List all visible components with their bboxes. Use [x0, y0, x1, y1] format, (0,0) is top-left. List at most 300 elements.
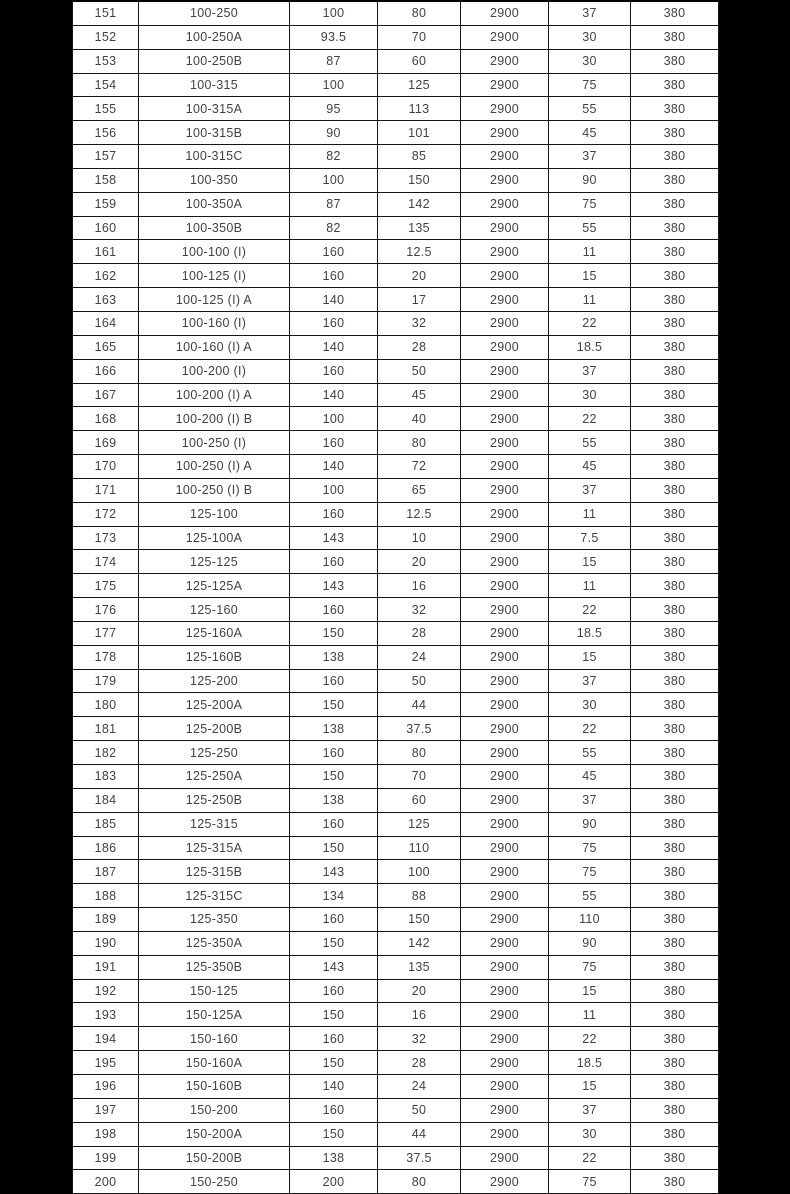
- row-number-cell: 168: [73, 407, 139, 431]
- value-cell: 50: [378, 669, 461, 693]
- table-row: [73, 1122, 719, 1146]
- table-row: [73, 741, 719, 765]
- table-row: [73, 955, 719, 979]
- value-cell: 380: [631, 574, 719, 598]
- value-cell: 380: [631, 431, 719, 455]
- value-cell: 380: [631, 1027, 719, 1051]
- value-cell: 16: [378, 1003, 461, 1027]
- model-cell: 125-350B: [139, 955, 290, 979]
- value-cell: 37: [549, 669, 631, 693]
- table-row: [73, 598, 719, 622]
- value-cell: 138: [290, 717, 378, 741]
- row-number-cell: 192: [73, 979, 139, 1003]
- table-row: [73, 526, 719, 550]
- value-cell: 380: [631, 216, 719, 240]
- value-cell: 72: [378, 455, 461, 479]
- value-cell: 380: [631, 407, 719, 431]
- value-cell: 140: [290, 335, 378, 359]
- value-cell: 24: [378, 1074, 461, 1098]
- model-cell: 150-160: [139, 1027, 290, 1051]
- model-cell: 100-250 (I): [139, 431, 290, 455]
- model-cell: 100-315B: [139, 121, 290, 145]
- value-cell: 380: [631, 478, 719, 502]
- value-cell: 55: [549, 97, 631, 121]
- table-row: [73, 765, 719, 789]
- value-cell: 380: [631, 621, 719, 645]
- row-number-cell: 186: [73, 836, 139, 860]
- value-cell: 2900: [461, 860, 549, 884]
- value-cell: 380: [631, 526, 719, 550]
- table-row: [73, 25, 719, 49]
- value-cell: 2900: [461, 1051, 549, 1075]
- table-row: [73, 311, 719, 335]
- table-row: [73, 979, 719, 1003]
- table-row: [73, 216, 719, 240]
- value-cell: 143: [290, 860, 378, 884]
- value-cell: 380: [631, 1051, 719, 1075]
- row-number-cell: 159: [73, 192, 139, 216]
- table-row: [73, 121, 719, 145]
- value-cell: 2900: [461, 550, 549, 574]
- row-number-cell: 155: [73, 97, 139, 121]
- model-cell: 125-250A: [139, 765, 290, 789]
- value-cell: 90: [290, 121, 378, 145]
- value-cell: 2900: [461, 121, 549, 145]
- value-cell: 380: [631, 836, 719, 860]
- value-cell: 37: [549, 359, 631, 383]
- row-number-cell: 162: [73, 264, 139, 288]
- value-cell: 2900: [461, 836, 549, 860]
- model-cell: 125-250: [139, 741, 290, 765]
- row-number-cell: 187: [73, 860, 139, 884]
- model-cell: 100-160 (I): [139, 311, 290, 335]
- value-cell: 37: [549, 788, 631, 812]
- value-cell: 2900: [461, 407, 549, 431]
- model-cell: 100-350B: [139, 216, 290, 240]
- value-cell: 2900: [461, 49, 549, 73]
- model-cell: 125-200A: [139, 693, 290, 717]
- value-cell: 100: [290, 1, 378, 25]
- value-cell: 380: [631, 955, 719, 979]
- row-number-cell: 188: [73, 884, 139, 908]
- value-cell: 380: [631, 288, 719, 312]
- value-cell: 143: [290, 574, 378, 598]
- value-cell: 28: [378, 335, 461, 359]
- value-cell: 2900: [461, 1122, 549, 1146]
- value-cell: 380: [631, 1098, 719, 1122]
- row-number-cell: 198: [73, 1122, 139, 1146]
- value-cell: 11: [549, 502, 631, 526]
- model-cell: 150-125: [139, 979, 290, 1003]
- value-cell: 2900: [461, 765, 549, 789]
- value-cell: 50: [378, 1098, 461, 1122]
- value-cell: 100: [378, 860, 461, 884]
- value-cell: 380: [631, 1122, 719, 1146]
- model-cell: 125-350: [139, 908, 290, 932]
- value-cell: 160: [290, 1027, 378, 1051]
- value-cell: 380: [631, 884, 719, 908]
- value-cell: 160: [290, 908, 378, 932]
- model-cell: 100-160 (I) A: [139, 335, 290, 359]
- value-cell: 380: [631, 1074, 719, 1098]
- value-cell: 75: [549, 860, 631, 884]
- value-cell: 150: [290, 693, 378, 717]
- value-cell: 138: [290, 645, 378, 669]
- value-cell: 80: [378, 741, 461, 765]
- value-cell: 2900: [461, 25, 549, 49]
- value-cell: 80: [378, 1, 461, 25]
- value-cell: 45: [549, 455, 631, 479]
- value-cell: 140: [290, 1074, 378, 1098]
- value-cell: 2900: [461, 1027, 549, 1051]
- value-cell: 2900: [461, 979, 549, 1003]
- value-cell: 150: [378, 168, 461, 192]
- table-row: [73, 335, 719, 359]
- row-number-cell: 177: [73, 621, 139, 645]
- value-cell: 7.5: [549, 526, 631, 550]
- model-cell: 125-315A: [139, 836, 290, 860]
- row-number-cell: 178: [73, 645, 139, 669]
- table-row: [73, 168, 719, 192]
- value-cell: 135: [378, 216, 461, 240]
- row-number-cell: 190: [73, 931, 139, 955]
- value-cell: 2900: [461, 168, 549, 192]
- value-cell: 32: [378, 598, 461, 622]
- model-cell: 100-200 (I) B: [139, 407, 290, 431]
- value-cell: 2900: [461, 931, 549, 955]
- model-cell: 100-200 (I): [139, 359, 290, 383]
- value-cell: 2900: [461, 741, 549, 765]
- value-cell: 2900: [461, 717, 549, 741]
- table-row: [73, 383, 719, 407]
- table-row: [73, 1051, 719, 1075]
- value-cell: 12.5: [378, 240, 461, 264]
- value-cell: 113: [378, 97, 461, 121]
- row-number-cell: 167: [73, 383, 139, 407]
- value-cell: 37.5: [378, 717, 461, 741]
- value-cell: 100: [290, 73, 378, 97]
- value-cell: 160: [290, 669, 378, 693]
- row-number-cell: 185: [73, 812, 139, 836]
- row-number-cell: 163: [73, 288, 139, 312]
- value-cell: 380: [631, 908, 719, 932]
- model-cell: 125-250B: [139, 788, 290, 812]
- value-cell: 2900: [461, 216, 549, 240]
- value-cell: 18.5: [549, 335, 631, 359]
- model-cell: 100-125 (I): [139, 264, 290, 288]
- table-row: [73, 812, 719, 836]
- row-number-cell: 183: [73, 765, 139, 789]
- value-cell: 380: [631, 693, 719, 717]
- model-cell: 125-160: [139, 598, 290, 622]
- row-number-cell: 166: [73, 359, 139, 383]
- table-row: [73, 645, 719, 669]
- table-row: [73, 574, 719, 598]
- table-row: [73, 240, 719, 264]
- model-cell: 125-160B: [139, 645, 290, 669]
- value-cell: 380: [631, 860, 719, 884]
- value-cell: 2900: [461, 1, 549, 25]
- row-number-cell: 153: [73, 49, 139, 73]
- row-number-cell: 180: [73, 693, 139, 717]
- model-cell: 125-125: [139, 550, 290, 574]
- value-cell: 160: [290, 1098, 378, 1122]
- value-cell: 2900: [461, 478, 549, 502]
- value-cell: 22: [549, 1146, 631, 1170]
- value-cell: 380: [631, 145, 719, 169]
- table-row: [73, 73, 719, 97]
- value-cell: 380: [631, 1146, 719, 1170]
- model-cell: 125-125A: [139, 574, 290, 598]
- model-cell: 100-250B: [139, 49, 290, 73]
- model-cell: 150-200A: [139, 1122, 290, 1146]
- value-cell: 2900: [461, 311, 549, 335]
- value-cell: 2900: [461, 955, 549, 979]
- row-number-cell: 182: [73, 741, 139, 765]
- value-cell: 11: [549, 240, 631, 264]
- row-number-cell: 189: [73, 908, 139, 932]
- table-row: [73, 145, 719, 169]
- table-row: [73, 1027, 719, 1051]
- value-cell: 32: [378, 311, 461, 335]
- value-cell: 140: [290, 455, 378, 479]
- table-row: [73, 1170, 719, 1194]
- table-row: [73, 478, 719, 502]
- value-cell: 15: [549, 645, 631, 669]
- value-cell: 2900: [461, 574, 549, 598]
- table-row: [73, 908, 719, 932]
- value-cell: 2900: [461, 1098, 549, 1122]
- value-cell: 380: [631, 264, 719, 288]
- value-cell: 2900: [461, 1146, 549, 1170]
- row-number-cell: 157: [73, 145, 139, 169]
- model-cell: 100-200 (I) A: [139, 383, 290, 407]
- value-cell: 160: [290, 264, 378, 288]
- row-number-cell: 164: [73, 311, 139, 335]
- value-cell: 75: [549, 1170, 631, 1194]
- table-row: [73, 1074, 719, 1098]
- value-cell: 50: [378, 359, 461, 383]
- row-number-cell: 195: [73, 1051, 139, 1075]
- value-cell: 380: [631, 73, 719, 97]
- row-number-cell: 175: [73, 574, 139, 598]
- value-cell: 380: [631, 598, 719, 622]
- model-cell: 150-160A: [139, 1051, 290, 1075]
- value-cell: 22: [549, 311, 631, 335]
- row-number-cell: 199: [73, 1146, 139, 1170]
- value-cell: 143: [290, 955, 378, 979]
- value-cell: 28: [378, 1051, 461, 1075]
- value-cell: 150: [290, 1122, 378, 1146]
- value-cell: 16: [378, 574, 461, 598]
- model-cell: 100-250: [139, 1, 290, 25]
- value-cell: 20: [378, 264, 461, 288]
- row-number-cell: 170: [73, 455, 139, 479]
- value-cell: 2900: [461, 192, 549, 216]
- value-cell: 30: [549, 25, 631, 49]
- value-cell: 22: [549, 598, 631, 622]
- value-cell: 15: [549, 550, 631, 574]
- value-cell: 45: [549, 765, 631, 789]
- model-cell: 125-315B: [139, 860, 290, 884]
- value-cell: 160: [290, 311, 378, 335]
- table-row: [73, 1146, 719, 1170]
- value-cell: 93.5: [290, 25, 378, 49]
- value-cell: 20: [378, 979, 461, 1003]
- value-cell: 17: [378, 288, 461, 312]
- value-cell: 380: [631, 1003, 719, 1027]
- value-cell: 380: [631, 765, 719, 789]
- row-number-cell: 151: [73, 1, 139, 25]
- value-cell: 80: [378, 431, 461, 455]
- model-cell: 125-200: [139, 669, 290, 693]
- value-cell: 65: [378, 478, 461, 502]
- row-number-cell: 200: [73, 1170, 139, 1194]
- row-number-cell: 172: [73, 502, 139, 526]
- value-cell: 37: [549, 145, 631, 169]
- model-cell: 125-350A: [139, 931, 290, 955]
- value-cell: 150: [290, 621, 378, 645]
- value-cell: 380: [631, 383, 719, 407]
- value-cell: 15: [549, 264, 631, 288]
- value-cell: 2900: [461, 884, 549, 908]
- value-cell: 15: [549, 1074, 631, 1098]
- value-cell: 37: [549, 478, 631, 502]
- value-cell: 2900: [461, 1003, 549, 1027]
- row-number-cell: 154: [73, 73, 139, 97]
- value-cell: 380: [631, 335, 719, 359]
- value-cell: 15: [549, 979, 631, 1003]
- value-cell: 82: [290, 145, 378, 169]
- value-cell: 138: [290, 788, 378, 812]
- value-cell: 30: [549, 693, 631, 717]
- table-row: [73, 431, 719, 455]
- table-row: [73, 455, 719, 479]
- table-row: [73, 49, 719, 73]
- value-cell: 142: [378, 192, 461, 216]
- model-cell: 125-100: [139, 502, 290, 526]
- value-cell: 44: [378, 693, 461, 717]
- value-cell: 380: [631, 931, 719, 955]
- table-row: [73, 836, 719, 860]
- value-cell: 143: [290, 526, 378, 550]
- value-cell: 380: [631, 550, 719, 574]
- value-cell: 11: [549, 574, 631, 598]
- value-cell: 150: [290, 1003, 378, 1027]
- value-cell: 70: [378, 25, 461, 49]
- value-cell: 160: [290, 240, 378, 264]
- row-number-cell: 160: [73, 216, 139, 240]
- row-number-cell: 152: [73, 25, 139, 49]
- value-cell: 380: [631, 1, 719, 25]
- model-cell: 100-350A: [139, 192, 290, 216]
- value-cell: 138: [290, 1146, 378, 1170]
- model-cell: 150-200B: [139, 1146, 290, 1170]
- row-number-cell: 193: [73, 1003, 139, 1027]
- row-number-cell: 169: [73, 431, 139, 455]
- value-cell: 40: [378, 407, 461, 431]
- value-cell: 160: [290, 550, 378, 574]
- value-cell: 125: [378, 73, 461, 97]
- model-cell: 125-100A: [139, 526, 290, 550]
- value-cell: 75: [549, 955, 631, 979]
- value-cell: 2900: [461, 240, 549, 264]
- value-cell: 380: [631, 168, 719, 192]
- value-cell: 22: [549, 1027, 631, 1051]
- value-cell: 380: [631, 25, 719, 49]
- table-row: [73, 788, 719, 812]
- model-cell: 125-315: [139, 812, 290, 836]
- value-cell: 2900: [461, 73, 549, 97]
- row-number-cell: 173: [73, 526, 139, 550]
- value-cell: 380: [631, 741, 719, 765]
- value-cell: 11: [549, 1003, 631, 1027]
- table-row: [73, 1098, 719, 1122]
- value-cell: 100: [290, 407, 378, 431]
- model-cell: 125-315C: [139, 884, 290, 908]
- value-cell: 2900: [461, 645, 549, 669]
- value-cell: 380: [631, 240, 719, 264]
- value-cell: 70: [378, 765, 461, 789]
- value-cell: 82: [290, 216, 378, 240]
- value-cell: 2900: [461, 455, 549, 479]
- value-cell: 125: [378, 812, 461, 836]
- value-cell: 37.5: [378, 1146, 461, 1170]
- value-cell: 55: [549, 884, 631, 908]
- value-cell: 2900: [461, 598, 549, 622]
- row-number-cell: 181: [73, 717, 139, 741]
- value-cell: 380: [631, 645, 719, 669]
- table-row: [73, 669, 719, 693]
- value-cell: 22: [549, 407, 631, 431]
- value-cell: 60: [378, 49, 461, 73]
- table-row: [73, 860, 719, 884]
- value-cell: 160: [290, 431, 378, 455]
- value-cell: 380: [631, 121, 719, 145]
- value-cell: 110: [549, 908, 631, 932]
- row-number-cell: 176: [73, 598, 139, 622]
- value-cell: 37: [549, 1, 631, 25]
- table-row: [73, 1, 719, 25]
- row-number-cell: 174: [73, 550, 139, 574]
- model-cell: 100-125 (I) A: [139, 288, 290, 312]
- value-cell: 142: [378, 931, 461, 955]
- value-cell: 2900: [461, 908, 549, 932]
- value-cell: 95: [290, 97, 378, 121]
- value-cell: 45: [549, 121, 631, 145]
- value-cell: 80: [378, 1170, 461, 1194]
- value-cell: 2900: [461, 145, 549, 169]
- value-cell: 32: [378, 1027, 461, 1051]
- model-cell: 150-160B: [139, 1074, 290, 1098]
- row-number-cell: 197: [73, 1098, 139, 1122]
- value-cell: 18.5: [549, 1051, 631, 1075]
- value-cell: 380: [631, 49, 719, 73]
- table-row: [73, 1003, 719, 1027]
- table-row: [73, 693, 719, 717]
- value-cell: 55: [549, 216, 631, 240]
- value-cell: 150: [290, 836, 378, 860]
- model-cell: 150-200: [139, 1098, 290, 1122]
- value-cell: 2900: [461, 788, 549, 812]
- value-cell: 100: [290, 168, 378, 192]
- value-cell: 30: [549, 49, 631, 73]
- value-cell: 75: [549, 192, 631, 216]
- table-row: [73, 931, 719, 955]
- value-cell: 380: [631, 717, 719, 741]
- value-cell: 140: [290, 288, 378, 312]
- value-cell: 160: [290, 979, 378, 1003]
